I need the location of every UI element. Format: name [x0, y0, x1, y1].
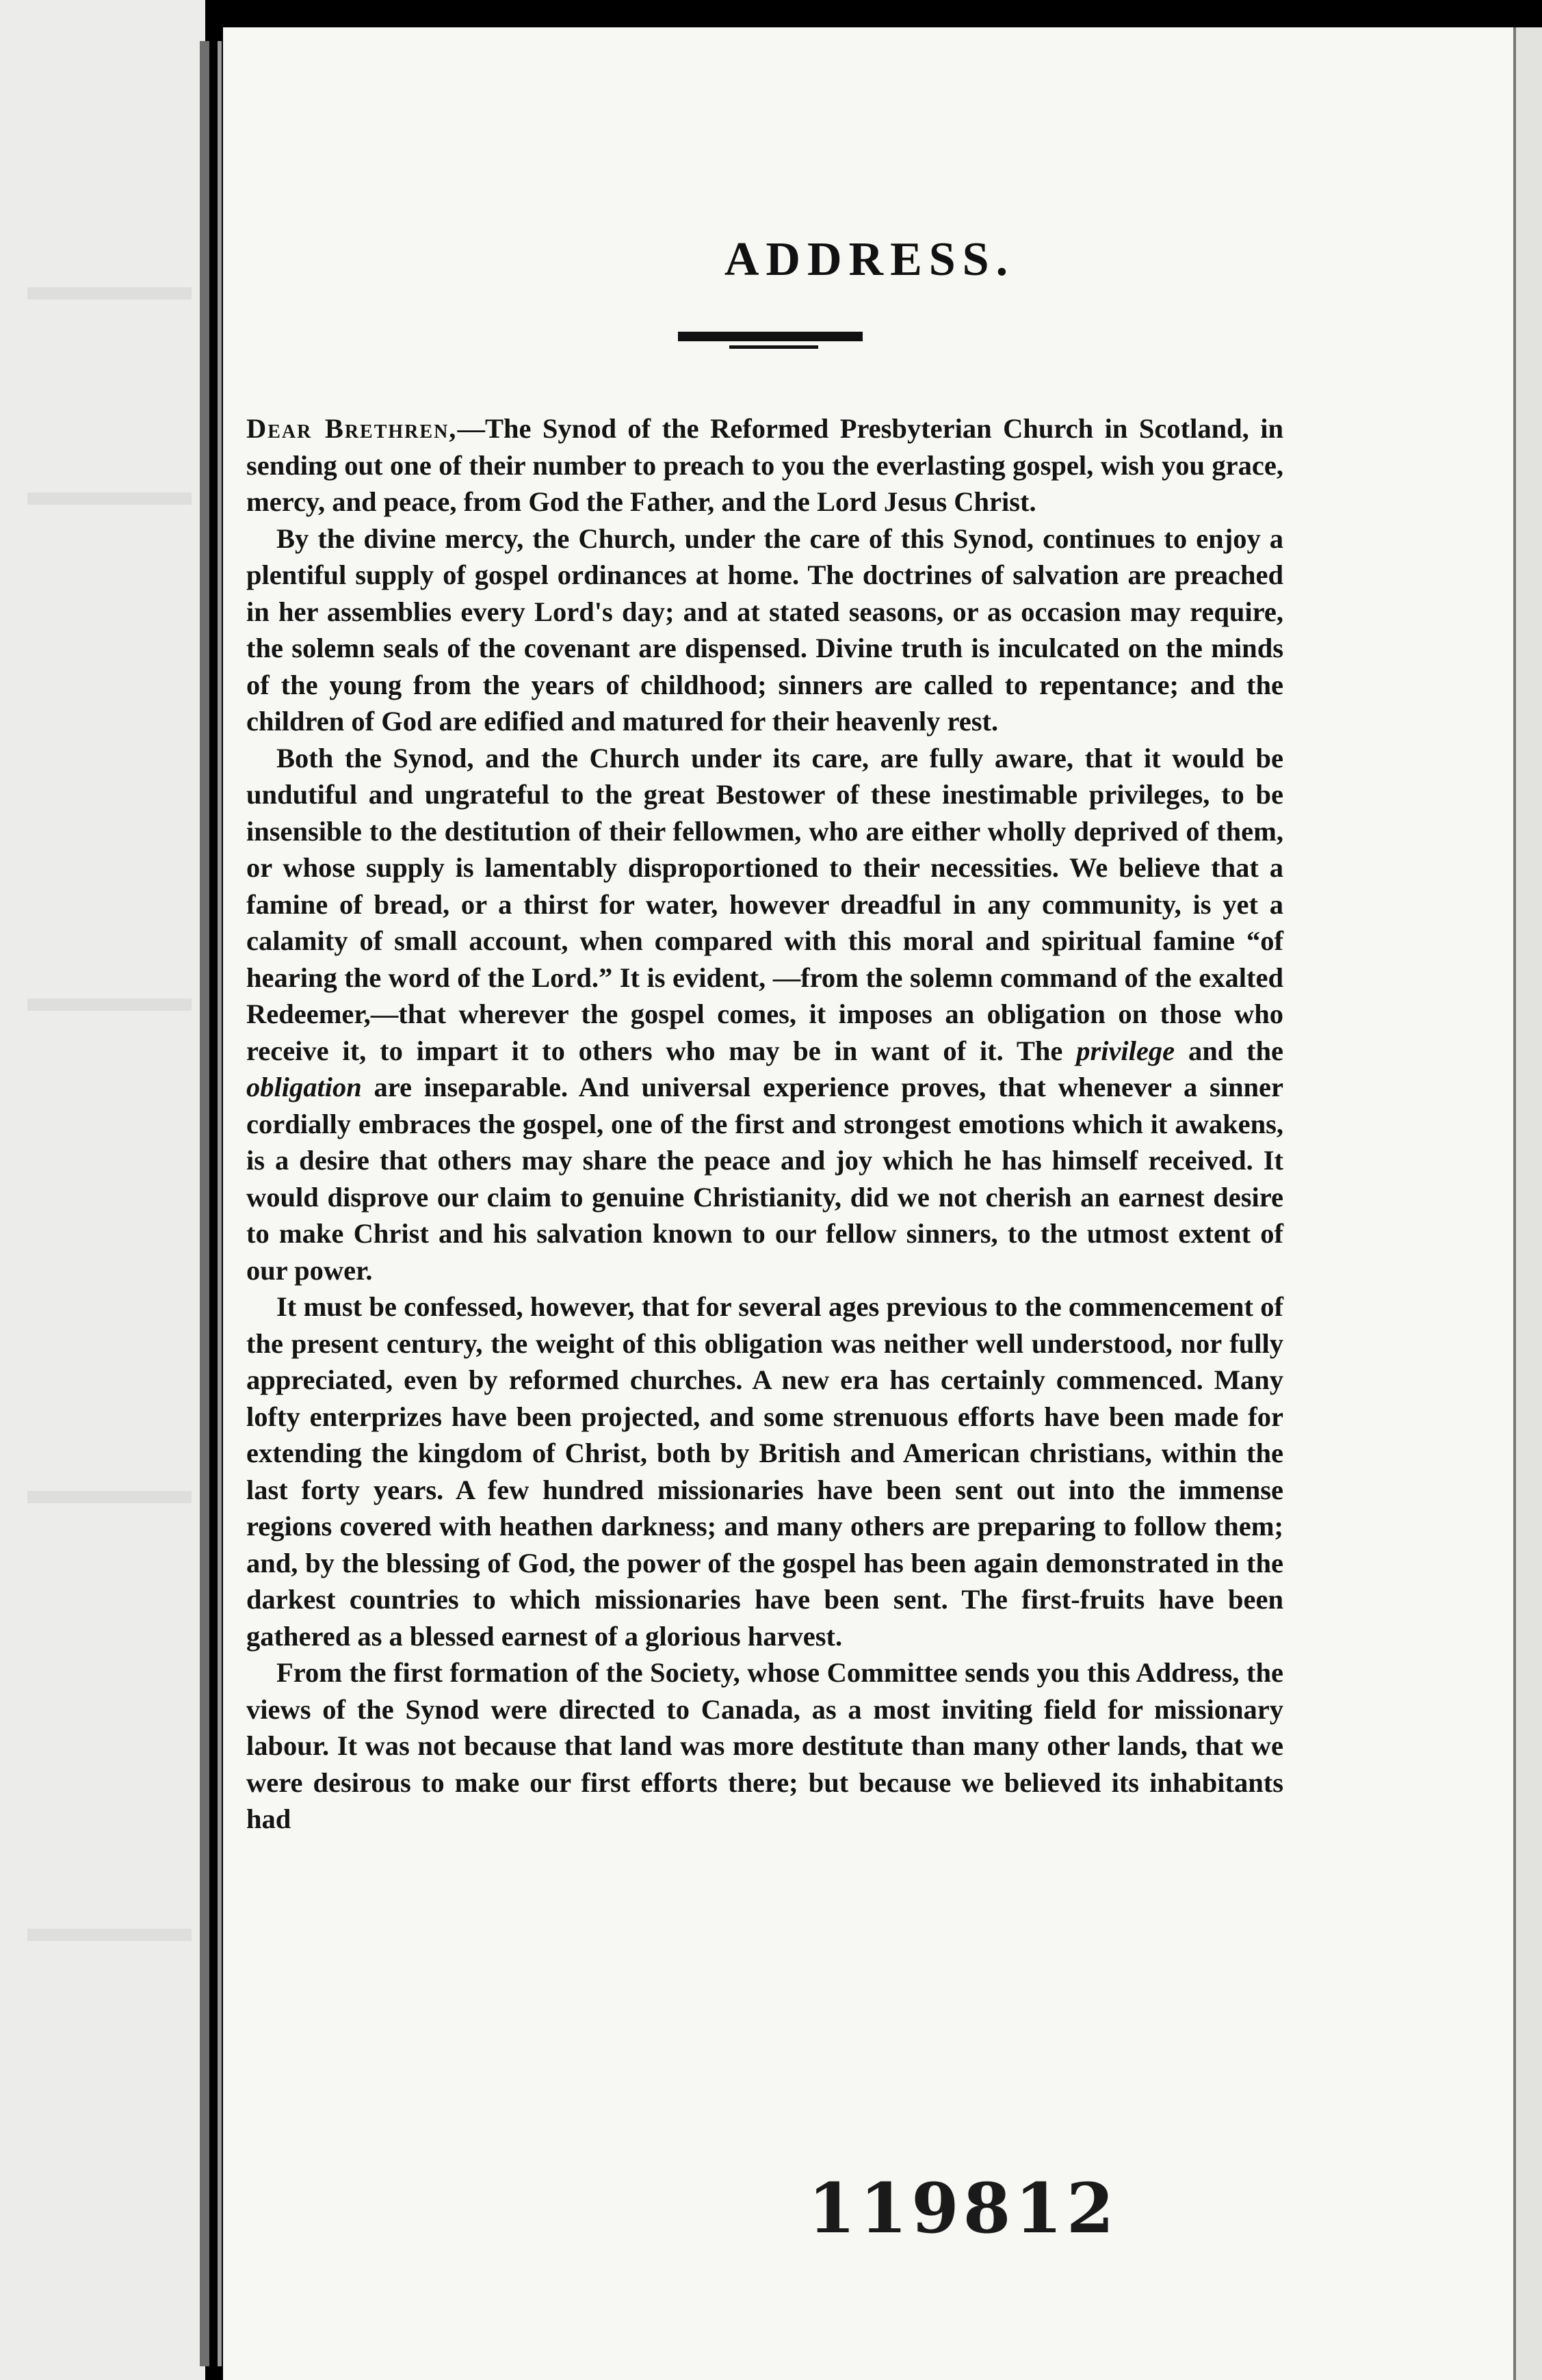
paragraph-text: and the	[1188, 1035, 1284, 1066]
title-rule	[678, 332, 863, 341]
paragraph: It must be confessed, however, that for several ages previous to the commencement of the present century, the weight of this obligation was neither well understood, nor fully appreciated, even by reformed churches. A new era has certainly commenced. Many lofty enterprizes have been projected, and some strenuous efforts have been made for extending the kingdom of Christ, both by British and American christians, within the last forty years. A few hundred missionaries have been sent out into the immense regions covered with heathen darkness; and many others are preparing to follow them; and, by the blessing of God, the power of the gospel has been again demonstrated in the darkest countries to which missionaries have been sent. The first-fruits have been gathered as a blessed earnest of a glorious harvest.	[246, 1291, 1283, 1652]
bleed-through-mark	[27, 999, 192, 1011]
page-edge	[1513, 27, 1542, 2380]
paragraph-text: Both the Synod, and the Church under its care, are fully aware, that it would be undutiful and ungrateful to the great Bestower of these inestimable privileges, to be insensible to the destitution of their fellowmen, who are either wholly deprived of them, or whose supply is lamentably disproportioned to their necessities. We believe that a famine of bread, or a thirst for water, however dreadful in any community, is yet a calamity of small account, when compared with this moral and spiritual famine “of hearing the word of the Lord.” It is evident, —from the solemn command of the exalted Redeemer,—that wherever the gospel comes, it imposes an obligation on those who receive it, to impart it to others who may be in want of it.	[246, 742, 1283, 1066]
paragraph-text: —The Synod of the Reformed Presbyterian Church in Scotland, in sending out one of their number to preach to you the everlasting gospel, wish you grace, mercy, and peace, from God the Father, and the Lord Jesus Christ.	[246, 413, 1283, 517]
paragraph	[246, 410, 1283, 520]
body-text	[246, 410, 1283, 1838]
page-title: ADDRESS.	[724, 233, 1015, 286]
paragraph-text: The	[1016, 1035, 1063, 1066]
title-rule	[729, 345, 818, 349]
bleed-through-mark	[27, 492, 192, 505]
salutation: Dear Brethren,	[246, 413, 458, 444]
bleed-through-mark	[27, 1491, 192, 1503]
emphasis-obligation: obligation	[246, 1072, 362, 1102]
gutter-shadow	[218, 41, 222, 2366]
paragraph	[246, 740, 1283, 1289]
catalog-number-stamp: 119812	[808, 2168, 1119, 2249]
facing-page-fragment	[0, 0, 205, 2380]
paragraph: By the divine mercy, the Church, under the care of this Synod, continues to enjoy a plentiful supply of gospel ordinances at home. The doctrines of salvation are preached in her assemblies every Lord's day; and at stated seasons, or as occasion may require, the solemn seals of the covenant are dispensed. Divine truth is inculcated on the minds of the young from the years of childhood; sinners are called to repentance; and the children of God are edified and matured for their heavenly rest.	[246, 523, 1283, 737]
document-page	[223, 27, 1516, 2380]
paragraph-text: are inseparable. And universal experience proves, that whenever a sinner cordially embraces the gospel, one of the first and strongest emotions which it awakens, is a desire that others may share the peace and joy which he has himself received. It would disprove our claim to genuine Christianity, did we not cherish an earnest desire to make Christ and his salvation known to our fellow sinners, to the utmost extent of our power.	[246, 1072, 1284, 1286]
gutter-shadow	[200, 41, 209, 2366]
emphasis-privilege: privilege	[1076, 1035, 1175, 1066]
paragraph: From the first formation of the Society, whose Committee sends you this Address, the views of the Synod were directed to Canada, as a most inviting field for missionary labour. It was not because that land was more destitute than many other lands, that we were desirous to make our first efforts there; but because we believed its inhabitants had	[246, 1657, 1283, 1834]
bleed-through-mark	[27, 287, 192, 300]
bleed-through-mark	[27, 1929, 192, 1941]
